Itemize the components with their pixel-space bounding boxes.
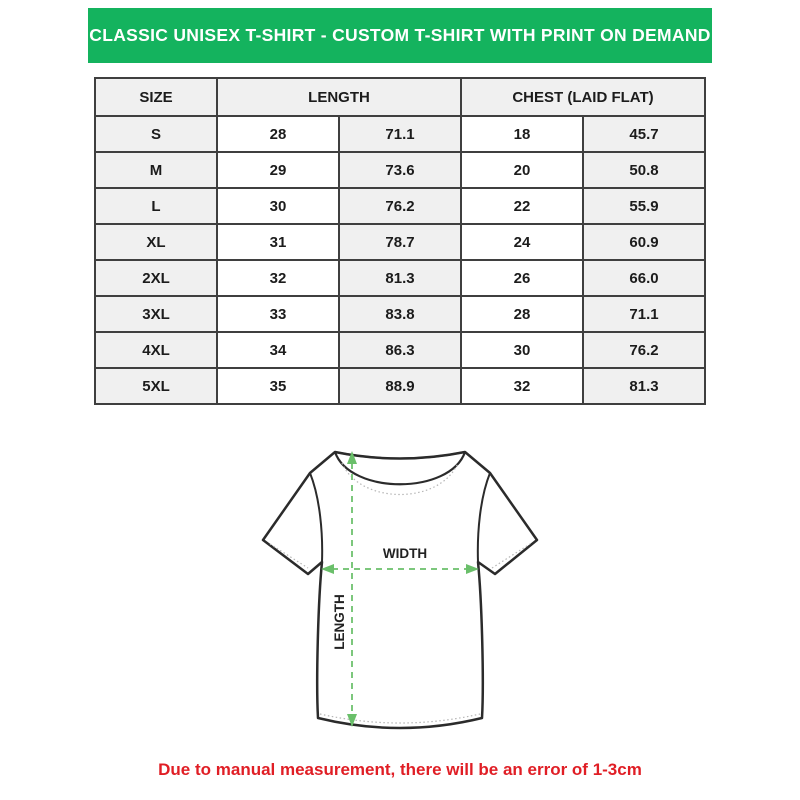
chest-cm-cell: 81.3 (583, 368, 705, 404)
size-cell: 4XL (95, 332, 217, 368)
measurement-error-note: Due to manual measurement, there will be an error of 1-3cm (158, 760, 642, 779)
chest-in-cell: 24 (461, 224, 583, 260)
tshirt-diagram (250, 443, 550, 758)
chest-in-cell: 18 (461, 116, 583, 152)
table-row (95, 224, 705, 260)
length-in-cell: 29 (217, 152, 339, 188)
table-row (95, 368, 705, 404)
length-cm-cell: 86.3 (339, 332, 461, 368)
chest-cm-cell: 55.9 (583, 188, 705, 224)
length-cm-cell: 83.8 (339, 296, 461, 332)
chest-cm-cell: 60.9 (583, 224, 705, 260)
length-in-cell: 28 (217, 116, 339, 152)
table-row (95, 260, 705, 296)
size-cell: S (95, 116, 217, 152)
col-header-chest: CHEST (LAID FLAT) (461, 78, 705, 116)
size-cell: M (95, 152, 217, 188)
table-row (95, 152, 705, 188)
title-banner (88, 8, 712, 63)
chest-cm-cell: 50.8 (583, 152, 705, 188)
length-cm-cell: 78.7 (339, 224, 461, 260)
length-cm-cell: 76.2 (339, 188, 461, 224)
size-cell: 2XL (95, 260, 217, 296)
size-cell: 3XL (95, 296, 217, 332)
page-title: CLASSIC UNISEX T-SHIRT - CUSTOM T-SHIRT WITH PRINT ON DEMAND (89, 25, 711, 45)
size-cell: L (95, 188, 217, 224)
chest-in-cell: 20 (461, 152, 583, 188)
length-cm-cell: 71.1 (339, 116, 461, 152)
length-in-cell: 30 (217, 188, 339, 224)
table-row (95, 332, 705, 368)
table-header-row (95, 78, 705, 116)
col-header-size: SIZE (95, 78, 217, 116)
table-row (95, 188, 705, 224)
table-row (95, 296, 705, 332)
chest-cm-cell: 76.2 (583, 332, 705, 368)
length-in-cell: 34 (217, 332, 339, 368)
size-table (94, 77, 706, 405)
size-cell: 5XL (95, 368, 217, 404)
length-in-cell: 33 (217, 296, 339, 332)
tshirt-outline (263, 452, 537, 728)
chest-in-cell: 30 (461, 332, 583, 368)
table-row (95, 116, 705, 152)
col-header-length: LENGTH (217, 78, 461, 116)
chest-in-cell: 26 (461, 260, 583, 296)
length-arrow-label: LENGTH (332, 594, 347, 650)
chest-cm-cell: 45.7 (583, 116, 705, 152)
chest-in-cell: 28 (461, 296, 583, 332)
length-cm-cell: 88.9 (339, 368, 461, 404)
chest-cm-cell: 66.0 (583, 260, 705, 296)
chest-in-cell: 32 (461, 368, 583, 404)
length-cm-cell: 73.6 (339, 152, 461, 188)
chest-cm-cell: 71.1 (583, 296, 705, 332)
length-in-cell: 32 (217, 260, 339, 296)
length-in-cell: 35 (217, 368, 339, 404)
length-in-cell: 31 (217, 224, 339, 260)
chest-in-cell: 22 (461, 188, 583, 224)
size-cell: XL (95, 224, 217, 260)
width-arrow-label: WIDTH (382, 546, 428, 561)
length-cm-cell: 81.3 (339, 260, 461, 296)
